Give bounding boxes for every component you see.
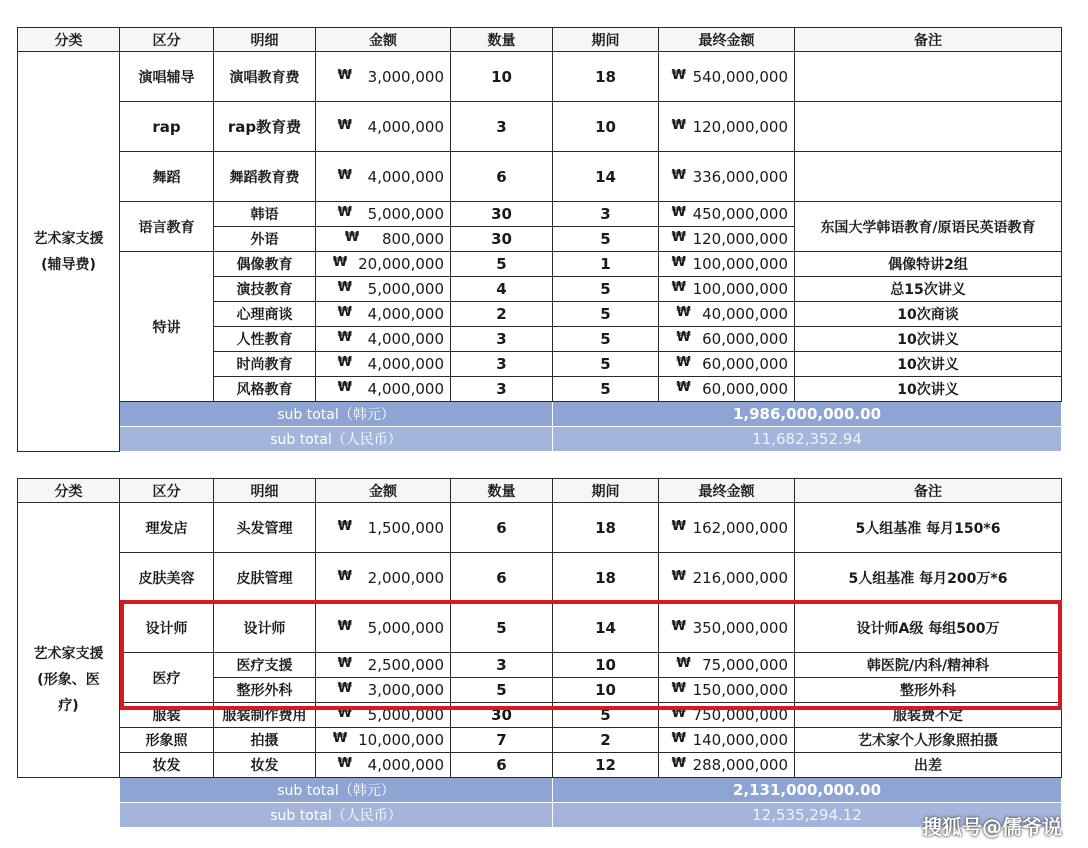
table-row <box>18 52 1062 102</box>
amount-cell <box>316 653 451 678</box>
header-row <box>18 479 1062 503</box>
note-cell: 设计师A级 每组500万 <box>795 603 1062 653</box>
amount-value: 5,000,000 <box>367 280 444 298</box>
final-amount-cell <box>659 678 795 703</box>
final-amount-value: 750,000,000 <box>692 706 788 724</box>
won-symbol: ₩ <box>337 330 352 345</box>
amount-value: 5,000,000 <box>367 618 444 637</box>
quantity-cell: 7 <box>451 728 553 753</box>
won-symbol: ₩ <box>676 305 691 320</box>
quantity-cell: 30 <box>451 227 553 252</box>
subtotal-spacer <box>18 778 120 803</box>
quantity-cell: 10 <box>451 52 553 102</box>
won-symbol: ₩ <box>337 706 352 721</box>
watermark: 搜狐号@儒爷说 <box>922 815 1062 839</box>
quantity-cell: 3 <box>451 102 553 152</box>
table-row <box>18 503 1062 553</box>
final-amount-value: 100,000,000 <box>692 280 788 298</box>
category-label-line3: 疗) <box>58 698 79 714</box>
note-cell: 服装费不定 <box>795 703 1062 728</box>
amount-value: 4,000,000 <box>367 305 444 323</box>
detail-cell: rap教育费 <box>214 102 316 152</box>
table-row <box>18 102 1062 152</box>
final-amount-cell <box>659 377 795 402</box>
header-section: 区分 <box>120 28 214 52</box>
final-amount-cell <box>659 352 795 377</box>
section-cell: 理发店 <box>120 503 214 553</box>
won-symbol: ₩ <box>676 330 691 345</box>
final-amount-value: 60,000,000 <box>702 330 788 348</box>
quantity-cell: 6 <box>451 553 553 603</box>
note-cell <box>795 52 1062 102</box>
period-cell: 1 <box>553 252 659 277</box>
final-amount-value: 162,000,000 <box>692 518 788 537</box>
amount-cell <box>316 553 451 603</box>
subtotal-rmb-label: sub total（人民币） <box>120 803 553 828</box>
table-row <box>18 603 1062 653</box>
header-final-amount: 最终金额 <box>659 28 795 52</box>
section-cell: 皮肤美容 <box>120 553 214 603</box>
quantity-cell: 5 <box>451 603 553 653</box>
amount-value: 4,000,000 <box>367 380 444 398</box>
note-cell: 10次讲义 <box>795 352 1062 377</box>
table-row <box>18 753 1062 778</box>
note-cell <box>795 152 1062 202</box>
detail-cell: 风格教育 <box>214 377 316 402</box>
category-cell <box>18 52 120 452</box>
amount-value: 800,000 <box>381 230 444 248</box>
quantity-cell: 5 <box>451 252 553 277</box>
note-cell <box>795 102 1062 152</box>
final-amount-value: 60,000,000 <box>702 380 788 398</box>
detail-cell: 时尚教育 <box>214 352 316 377</box>
detail-cell: 头发管理 <box>214 503 316 553</box>
final-amount-cell <box>659 52 795 102</box>
table-row <box>18 152 1062 202</box>
note-cell: 韩医院/内科/精神科 <box>795 653 1062 678</box>
table-row <box>18 202 1062 227</box>
won-symbol: ₩ <box>337 355 352 370</box>
won-symbol: ₩ <box>676 380 691 395</box>
period-cell: 10 <box>553 653 659 678</box>
detail-cell: 心理商谈 <box>214 302 316 327</box>
period-cell: 14 <box>553 603 659 653</box>
period-cell: 18 <box>553 52 659 102</box>
won-symbol: ₩ <box>337 618 352 634</box>
detail-cell: 服装制作费用 <box>214 703 316 728</box>
amount-cell <box>316 503 451 553</box>
period-cell: 18 <box>553 503 659 553</box>
category-label-line2: (形象、医 <box>37 672 100 688</box>
final-amount-cell <box>659 102 795 152</box>
amount-cell <box>316 352 451 377</box>
quantity-cell: 3 <box>451 377 553 402</box>
subtotal-krw-row <box>18 402 1062 427</box>
image-medical-budget-table <box>17 478 1062 828</box>
period-cell: 2 <box>553 728 659 753</box>
subtotal-rmb-label: sub total（人民币） <box>120 427 553 452</box>
note-cell: 整形外科 <box>795 678 1062 703</box>
note-cell: 10次商谈 <box>795 302 1062 327</box>
final-amount-value: 450,000,000 <box>692 205 788 223</box>
coaching-budget-table <box>17 27 1062 452</box>
final-amount-value: 288,000,000 <box>692 756 788 774</box>
won-symbol: ₩ <box>337 518 352 534</box>
header-period: 期间 <box>553 479 659 503</box>
final-amount-value: 100,000,000 <box>692 255 788 273</box>
header-category: 分类 <box>18 28 120 52</box>
final-amount-value: 140,000,000 <box>692 731 788 749</box>
note-cell: 艺术家个人形象照拍摄 <box>795 728 1062 753</box>
subtotal-krw-value: 2,131,000,000.00 <box>553 778 1062 803</box>
quantity-cell: 2 <box>451 302 553 327</box>
final-amount-value: 60,000,000 <box>702 355 788 373</box>
final-amount-value: 540,000,000 <box>692 67 788 86</box>
header-detail: 明细 <box>214 479 316 503</box>
table-row <box>18 728 1062 753</box>
won-symbol: ₩ <box>344 230 360 245</box>
won-symbol: ₩ <box>671 706 686 721</box>
detail-cell: 拍摄 <box>214 728 316 753</box>
won-symbol: ₩ <box>671 731 686 746</box>
period-cell: 5 <box>553 703 659 728</box>
header-amount: 金额 <box>316 479 451 503</box>
won-symbol: ₩ <box>671 518 686 534</box>
detail-cell: 演唱教育费 <box>214 52 316 102</box>
detail-cell: 整形外科 <box>214 678 316 703</box>
won-symbol: ₩ <box>337 305 352 320</box>
won-symbol: ₩ <box>671 568 686 584</box>
note-cell: 出差 <box>795 753 1062 778</box>
amount-value: 2,500,000 <box>367 656 444 674</box>
period-cell: 10 <box>553 102 659 152</box>
final-amount-cell <box>659 653 795 678</box>
amount-cell <box>316 102 451 152</box>
won-symbol: ₩ <box>671 756 686 771</box>
subtotal-krw-value: 1,986,000,000.00 <box>553 402 1062 427</box>
final-amount-cell <box>659 503 795 553</box>
won-symbol: ₩ <box>337 756 352 771</box>
final-amount-cell <box>659 753 795 778</box>
quantity-cell: 6 <box>451 152 553 202</box>
amount-value: 3,000,000 <box>367 67 444 86</box>
final-amount-cell <box>659 202 795 227</box>
header-period: 期间 <box>553 28 659 52</box>
final-amount-value: 75,000,000 <box>702 656 788 674</box>
period-cell: 5 <box>553 277 659 302</box>
final-amount-cell <box>659 553 795 603</box>
table-row <box>18 653 1062 678</box>
won-symbol: ₩ <box>671 230 686 245</box>
won-symbol: ₩ <box>671 167 686 183</box>
period-cell: 5 <box>553 352 659 377</box>
amount-value: 20,000,000 <box>358 255 444 273</box>
final-amount-value: 350,000,000 <box>692 618 788 637</box>
final-amount-value: 336,000,000 <box>692 167 788 186</box>
subtotal-rmb-value: 11,682,352.94 <box>553 427 1062 452</box>
period-cell: 5 <box>553 377 659 402</box>
amount-value: 5,000,000 <box>367 706 444 724</box>
won-symbol: ₩ <box>337 280 352 295</box>
final-amount-value: 40,000,000 <box>702 305 788 323</box>
category-cell <box>18 503 120 778</box>
note-cell: 10次讲义 <box>795 377 1062 402</box>
won-symbol: ₩ <box>337 67 352 83</box>
subtotal-spacer <box>18 803 120 828</box>
won-symbol: ₩ <box>671 618 686 634</box>
section-cell: 医疗 <box>120 653 214 703</box>
amount-value: 2,000,000 <box>367 568 444 587</box>
amount-cell <box>316 202 451 227</box>
final-amount-cell <box>659 277 795 302</box>
subtotal-rmb-row <box>18 803 1062 828</box>
amount-cell <box>316 52 451 102</box>
amount-cell <box>316 678 451 703</box>
won-symbol: ₩ <box>337 167 352 183</box>
detail-cell: 设计师 <box>214 603 316 653</box>
won-symbol: ₩ <box>671 280 686 295</box>
final-amount-cell <box>659 603 795 653</box>
final-amount-value: 120,000,000 <box>692 117 788 136</box>
category-label-line2: (辅导费) <box>41 256 96 273</box>
amount-value: 3,000,000 <box>367 681 444 699</box>
amount-cell <box>316 152 451 202</box>
section-cell: 形象照 <box>120 728 214 753</box>
amount-cell <box>316 252 451 277</box>
header-section: 区分 <box>120 479 214 503</box>
detail-cell: 演技教育 <box>214 277 316 302</box>
amount-value: 4,000,000 <box>367 355 444 373</box>
won-symbol: ₩ <box>337 656 352 671</box>
note-cell: 东国大学韩语教育/原语民英语教育 <box>795 202 1062 252</box>
final-amount-cell <box>659 227 795 252</box>
note-cell: 5人组基准 每月200万*6 <box>795 553 1062 603</box>
section-cell: 演唱辅导 <box>120 52 214 102</box>
period-cell: 10 <box>553 678 659 703</box>
note-cell: 偶像特讲2组 <box>795 252 1062 277</box>
detail-cell: 韩语 <box>214 202 316 227</box>
amount-cell <box>316 277 451 302</box>
detail-cell: 外语 <box>214 227 316 252</box>
amount-value: 1,500,000 <box>367 518 444 537</box>
won-symbol: ₩ <box>337 117 352 133</box>
quantity-cell: 6 <box>451 753 553 778</box>
won-symbol: ₩ <box>337 205 352 220</box>
category-label-line1: 艺术家支援 <box>33 646 104 662</box>
quantity-cell: 4 <box>451 277 553 302</box>
won-symbol: ₩ <box>337 568 352 584</box>
detail-cell: 妆发 <box>214 753 316 778</box>
amount-value: 5,000,000 <box>367 205 444 223</box>
won-symbol: ₩ <box>671 681 686 696</box>
won-symbol: ₩ <box>676 656 691 671</box>
period-cell: 18 <box>553 553 659 603</box>
header-category: 分类 <box>18 479 120 503</box>
amount-cell <box>316 603 451 653</box>
quantity-cell: 30 <box>451 703 553 728</box>
quantity-cell: 3 <box>451 653 553 678</box>
detail-cell: 偶像教育 <box>214 252 316 277</box>
won-symbol: ₩ <box>671 117 686 133</box>
detail-cell: 皮肤管理 <box>214 553 316 603</box>
header-final-amount: 最终金额 <box>659 479 795 503</box>
amount-value: 4,000,000 <box>367 167 444 186</box>
section-cell: 语言教育 <box>120 202 214 252</box>
final-amount-cell <box>659 728 795 753</box>
note-cell: 10次讲义 <box>795 327 1062 352</box>
header-note: 备注 <box>795 28 1062 52</box>
quantity-cell: 3 <box>451 352 553 377</box>
final-amount-cell <box>659 152 795 202</box>
amount-value: 4,000,000 <box>367 330 444 348</box>
amount-cell <box>316 703 451 728</box>
section-cell: 服装 <box>120 703 214 728</box>
quantity-cell: 3 <box>451 327 553 352</box>
won-symbol: ₩ <box>671 255 686 270</box>
table-row <box>18 703 1062 728</box>
section-cell: 妆发 <box>120 753 214 778</box>
final-amount-cell <box>659 327 795 352</box>
amount-cell <box>316 227 451 252</box>
won-symbol: ₩ <box>676 355 691 370</box>
header-detail: 明细 <box>214 28 316 52</box>
table-row <box>18 553 1062 603</box>
period-cell: 12 <box>553 753 659 778</box>
final-amount-value: 120,000,000 <box>692 230 788 248</box>
section-cell: 舞蹈 <box>120 152 214 202</box>
note-cell: 总15次讲义 <box>795 277 1062 302</box>
quantity-cell: 6 <box>451 503 553 553</box>
header-note: 备注 <box>795 479 1062 503</box>
subtotal-rmb-value: 12,535,294.12 <box>553 803 1062 828</box>
detail-cell: 人性教育 <box>214 327 316 352</box>
period-cell: 5 <box>553 302 659 327</box>
period-cell: 3 <box>553 202 659 227</box>
amount-value: 4,000,000 <box>367 117 444 136</box>
period-cell: 5 <box>553 327 659 352</box>
subtotal-krw-label: sub total（韩元） <box>120 778 553 803</box>
won-symbol: ₩ <box>337 380 352 395</box>
won-symbol: ₩ <box>337 681 352 696</box>
won-symbol: ₩ <box>671 67 686 83</box>
quantity-cell: 30 <box>451 202 553 227</box>
amount-cell <box>316 728 451 753</box>
header-quantity: 数量 <box>451 28 553 52</box>
final-amount-cell <box>659 252 795 277</box>
final-amount-cell <box>659 703 795 728</box>
section-cell: rap <box>120 102 214 152</box>
header-quantity: 数量 <box>451 479 553 503</box>
amount-cell <box>316 753 451 778</box>
amount-cell <box>316 327 451 352</box>
won-symbol: ₩ <box>332 731 348 746</box>
amount-cell <box>316 377 451 402</box>
final-amount-cell <box>659 302 795 327</box>
table-row <box>18 252 1062 277</box>
section-cell: 特讲 <box>120 252 214 402</box>
period-cell: 14 <box>553 152 659 202</box>
header-row <box>18 28 1062 52</box>
header-amount: 金额 <box>316 28 451 52</box>
detail-cell: 医疗支援 <box>214 653 316 678</box>
quantity-cell: 5 <box>451 678 553 703</box>
section-cell: 设计师 <box>120 603 214 653</box>
amount-cell <box>316 302 451 327</box>
category-label-line1: 艺术家支援 <box>33 230 104 247</box>
final-amount-value: 216,000,000 <box>692 568 788 587</box>
won-symbol: ₩ <box>671 205 686 220</box>
subtotal-krw-label: sub total（韩元） <box>120 402 553 427</box>
subtotal-krw-row <box>18 778 1062 803</box>
period-cell: 5 <box>553 227 659 252</box>
amount-value: 10,000,000 <box>358 731 444 749</box>
won-symbol: ₩ <box>332 255 348 270</box>
subtotal-rmb-row <box>18 427 1062 452</box>
final-amount-value: 150,000,000 <box>692 681 788 699</box>
amount-value: 4,000,000 <box>367 756 444 774</box>
note-cell: 5人组基准 每月150*6 <box>795 503 1062 553</box>
detail-cell: 舞蹈教育费 <box>214 152 316 202</box>
